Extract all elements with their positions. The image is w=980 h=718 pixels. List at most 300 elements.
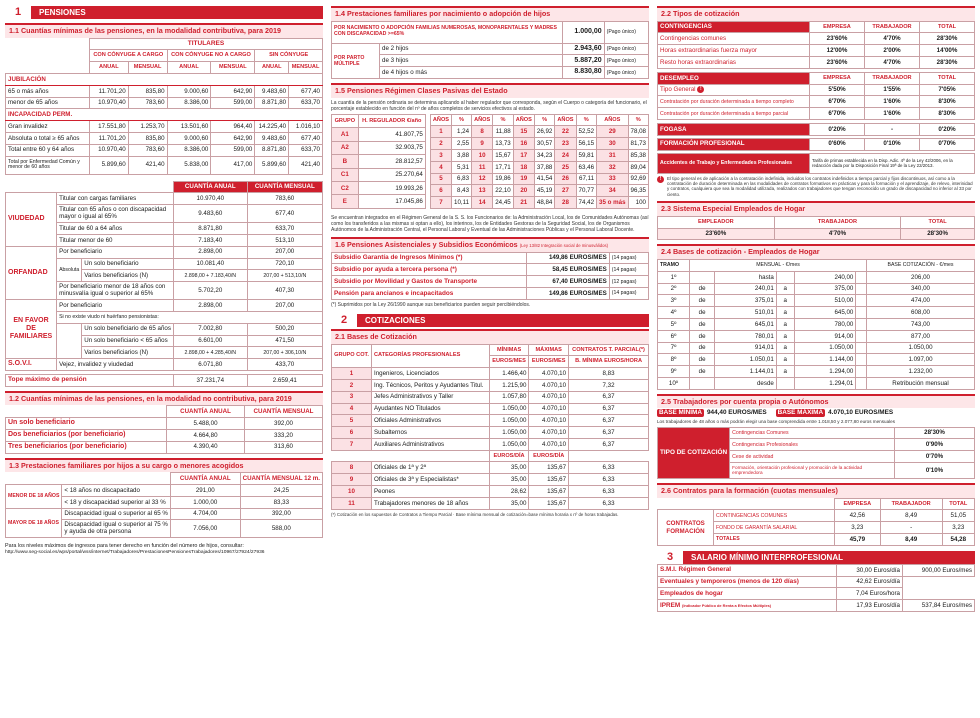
cell: 7'05% bbox=[920, 84, 975, 96]
s26-title: 2.6 Contratos para la formación (cuotas mensuales) bbox=[657, 483, 975, 498]
cell: 0'60% bbox=[810, 138, 865, 150]
cell: 5.702,20 bbox=[173, 282, 247, 300]
col-header: TRABAJADOR bbox=[865, 72, 920, 84]
column-pensiones bbox=[5, 6, 323, 557]
col-header: CONTINGENCIAS bbox=[658, 21, 810, 33]
cell: 11,88 bbox=[493, 126, 513, 138]
col-header: MENSUAL - €/mes bbox=[690, 260, 867, 272]
table-row bbox=[6, 418, 323, 430]
table-row bbox=[658, 342, 975, 354]
row-label: Subsidio Garantía de Ingresos Mínimos (*) bbox=[332, 252, 527, 264]
cell: 70,77 bbox=[576, 185, 596, 197]
cell: 89,04 bbox=[628, 161, 648, 173]
cell: 8.871,80 bbox=[255, 144, 289, 156]
row-label: Titular de 60 a 64 años bbox=[57, 223, 174, 235]
row-label: Un solo beneficiario < 65 años bbox=[82, 335, 174, 347]
s25-table bbox=[657, 427, 975, 479]
row-label: Resto horas extraordinarias bbox=[658, 57, 810, 69]
table-row bbox=[658, 57, 975, 69]
cell: 8º bbox=[658, 354, 690, 366]
cell: - bbox=[865, 124, 920, 136]
row-label: Discapacidad igual o superior al 65 % bbox=[62, 508, 171, 520]
row-label: Tres beneficiarios (por beneficiario) bbox=[6, 441, 167, 453]
s25-bases bbox=[657, 409, 975, 417]
cell: 240,00 bbox=[794, 271, 856, 283]
cell: 32 bbox=[597, 161, 628, 173]
row-label: Vejez, invalidez y viudedad bbox=[57, 359, 174, 371]
cell: 642,90 bbox=[211, 133, 255, 145]
s22-note-text: El tipo general es de aplicación a la contratación indefinida, incluidos los contratos indefinidos a tiempo parcial y fijos discontinuos, así como a la contratación de duración determinada en las modalidades de contratos formativos en prácticas y para la formación y el aprendizaje, de relevo, interinidad y contratos, cualquiera que sea la modalidad utilizada, realizados con trabajadores que tengan reconocido un grado de discapacidad no inferior al 33 por ciento. bbox=[667, 175, 973, 197]
cell: 45,19 bbox=[534, 185, 554, 197]
cell: 10 bbox=[472, 150, 493, 162]
cell: 6,37 bbox=[569, 391, 649, 403]
cell: 37,88 bbox=[534, 161, 554, 173]
row-label: Subsidio por Movilidad y Gastos de Transporte bbox=[332, 276, 527, 288]
cell: 333,20 bbox=[245, 430, 323, 442]
cell: 31 bbox=[597, 150, 628, 162]
s13-table bbox=[5, 472, 323, 538]
cell bbox=[856, 342, 867, 354]
cell: 34,23 bbox=[534, 150, 554, 162]
info-marker-icon: ! bbox=[657, 176, 664, 183]
cell: 9.483,60 bbox=[255, 133, 289, 145]
hdr-mensual: CUANTÍA MENSUAL bbox=[247, 181, 322, 193]
cell: 1.050,01 bbox=[715, 354, 777, 366]
cell: 10,11 bbox=[452, 197, 472, 209]
base-maxima-label: BASE MÁXIMA bbox=[777, 409, 824, 417]
table-row bbox=[6, 85, 323, 97]
cell: - bbox=[880, 522, 942, 534]
cell: a bbox=[776, 307, 794, 319]
row-label: menor de 65 años bbox=[6, 97, 90, 109]
col-header: ANUAL bbox=[90, 62, 129, 74]
col-header: MÍNIMAS bbox=[489, 344, 529, 356]
table-row bbox=[6, 133, 323, 145]
cell: 1 bbox=[332, 368, 372, 380]
table-row bbox=[658, 271, 975, 283]
cell: 421,40 bbox=[128, 156, 167, 174]
table-row bbox=[658, 283, 975, 295]
cell: 375,01 bbox=[715, 295, 777, 307]
pagas-note: (14 pagas) bbox=[609, 264, 648, 276]
table-row bbox=[332, 55, 649, 67]
section-title: PENSIONES bbox=[39, 8, 86, 17]
row-label: CONTINGENCIAS COMUNES bbox=[714, 510, 835, 522]
cell: 5.899,60 bbox=[255, 156, 289, 174]
hdr-mensual: CUANTÍA MENSUAL bbox=[245, 406, 323, 418]
footer-url[interactable]: http://www.seg-social.es/wps/portal/wss/internet/Trabajadores/PrestacionesPensionesTrabajadores/10967/27924/27936 bbox=[5, 550, 265, 556]
cell: 23'60% bbox=[658, 228, 775, 240]
cell: 28'30% bbox=[920, 57, 975, 69]
table-row bbox=[6, 156, 323, 174]
cell: 9.483,60 bbox=[173, 205, 247, 223]
cell: 8,49 bbox=[880, 510, 942, 522]
table-row bbox=[430, 138, 648, 150]
cell: 2.898,00 bbox=[173, 300, 247, 312]
cell: 433,70 bbox=[247, 359, 322, 371]
cell: 9.483,60 bbox=[255, 85, 289, 97]
table-row bbox=[332, 288, 649, 300]
s22-title: 2.2 Tipos de cotización bbox=[657, 6, 975, 21]
cell: 8,49 bbox=[880, 534, 942, 546]
cell: 100 bbox=[628, 197, 648, 209]
cell: 6º bbox=[658, 330, 690, 342]
cell: 32.903,75 bbox=[358, 141, 425, 154]
cell: 513,10 bbox=[247, 235, 322, 247]
cell: 1.000,00 bbox=[170, 496, 240, 508]
group-label: MAYOR DE 18 AÑOS bbox=[6, 508, 62, 538]
cell: 4.704,00 bbox=[170, 508, 240, 520]
cell: 74,42 bbox=[576, 197, 596, 209]
table-row bbox=[332, 155, 426, 168]
cell: Trabajadores menores de 18 años bbox=[372, 497, 490, 509]
col-unit: EUROS/DÍA bbox=[529, 450, 569, 462]
cell: 645,00 bbox=[794, 307, 856, 319]
cell: 500,20 bbox=[247, 323, 322, 335]
cell: 67,40 EUROS/MES bbox=[527, 276, 610, 288]
table-row bbox=[6, 97, 323, 109]
cell: 9.000,60 bbox=[167, 85, 211, 97]
cell: 914,00 bbox=[794, 330, 856, 342]
cell: 23'60% bbox=[810, 57, 865, 69]
cell: 1º bbox=[658, 271, 690, 283]
viudedad-label: VIUDEDAD bbox=[6, 193, 57, 246]
section-number: 3 bbox=[657, 551, 683, 564]
cell: 537,84 Euros/mes bbox=[903, 600, 975, 612]
hdr-anual: CUANTÍA ANUAL bbox=[173, 181, 247, 193]
s12-table bbox=[5, 405, 323, 453]
group-header: CON CÓNYUGE NO A CARGO bbox=[167, 50, 255, 62]
row-label: Contingencias Profesionales bbox=[730, 439, 895, 451]
row-label: Pensión para ancianos e incapacitados bbox=[332, 288, 527, 300]
cell: Tarifa de primas establecida en la Disp. Adic. 4ª de la Ley 42/2006, en la redacción dada por la Disposición Final 19ª de la Ley 22/2013. bbox=[810, 153, 975, 173]
cell: 22 bbox=[555, 126, 576, 138]
cell: 19 bbox=[513, 173, 534, 185]
col-header: CATEGORÍAS PROFESIONALES bbox=[372, 344, 490, 368]
row-label: de 3 hijos bbox=[380, 55, 563, 67]
cell: 8.386,00 bbox=[167, 97, 211, 109]
group-label: POR PARTO MÚLTIPLE bbox=[332, 43, 380, 78]
cell: 2.898,00 bbox=[173, 246, 247, 258]
table-row bbox=[430, 150, 648, 162]
table-row bbox=[332, 195, 426, 209]
cell: 0'10% bbox=[865, 138, 920, 150]
s21-note: (*) Cotización en los supuestos de Contratos a Tiempo Parcial · Base mínima mensual de cotización=base mínima horaria x nº de horas trabajadas. bbox=[331, 511, 619, 517]
row-label: Un solo beneficiario bbox=[82, 258, 174, 270]
row-label: Eventuales y temporeros (menos de 120 días) bbox=[658, 576, 837, 588]
row-label: Gran invalidez bbox=[6, 121, 90, 133]
table-row bbox=[332, 264, 649, 276]
cell: a bbox=[776, 330, 794, 342]
row-label: < 18 años no discapacitado bbox=[62, 485, 171, 497]
table-row bbox=[658, 96, 975, 108]
tope-row bbox=[6, 374, 323, 386]
cell bbox=[856, 354, 867, 366]
cell: 8.386,00 bbox=[167, 144, 211, 156]
cell: 96,35 bbox=[628, 185, 648, 197]
cell: 26 bbox=[555, 173, 576, 185]
row-label: Titular con cargas familiares bbox=[57, 193, 174, 205]
cell: 24,45 bbox=[493, 197, 513, 209]
cell: 8.871,80 bbox=[173, 223, 247, 235]
cell: 4'70% bbox=[865, 57, 920, 69]
cell: Ayudantes NO Titulados bbox=[372, 403, 490, 415]
table-row bbox=[332, 403, 649, 415]
cell: 25.270,64 bbox=[358, 168, 425, 181]
cell: 2.898,00 + 7.183,40/N bbox=[173, 270, 247, 282]
table-row bbox=[430, 185, 648, 197]
cell: 1.000,00 bbox=[563, 21, 605, 43]
cell: 914,01 bbox=[715, 342, 777, 354]
s25-title: 2.5 Trabajadores por cuenta propia o Autónomos bbox=[657, 394, 975, 409]
cell: 17.045,86 bbox=[358, 195, 425, 209]
cell: B bbox=[332, 155, 359, 168]
cell: 2.898,00 + 4.285,40/N bbox=[173, 347, 247, 359]
cell: 471,50 bbox=[247, 335, 322, 347]
cell bbox=[856, 271, 867, 283]
table-row bbox=[658, 588, 975, 600]
cell: 13,73 bbox=[493, 138, 513, 150]
cell: 6.071,80 bbox=[173, 359, 247, 371]
cell: 6,37 bbox=[569, 427, 649, 439]
orfandad-label: ORFANDAD bbox=[6, 246, 57, 299]
s23-title: 2.3 Sistema Especial Empleados de Hogar bbox=[657, 201, 975, 216]
cell: 0'70% bbox=[895, 451, 975, 463]
cell: 67,11 bbox=[576, 173, 596, 185]
table-row bbox=[332, 182, 426, 195]
cell: 7 bbox=[430, 197, 451, 209]
cell: 6,33 bbox=[569, 462, 649, 474]
cell: 37.231,74 bbox=[173, 374, 247, 386]
row-label: Horas extraordinarias fuerza mayor bbox=[658, 45, 810, 57]
cell: 375,00 bbox=[794, 283, 856, 295]
jubilacion-label: JUBILACIÓN bbox=[6, 74, 323, 86]
s26-table bbox=[657, 498, 975, 546]
section-title: COTIZACIONES bbox=[365, 315, 426, 325]
cell: 10 bbox=[332, 486, 372, 498]
s14-table bbox=[331, 21, 649, 79]
cell: 13 bbox=[472, 185, 493, 197]
cell: 35,00 bbox=[489, 474, 529, 486]
cell: 417,00 bbox=[211, 156, 255, 174]
cell: 599,00 bbox=[211, 144, 255, 156]
table-row bbox=[658, 33, 975, 45]
cell bbox=[776, 378, 794, 390]
cell: 2 bbox=[430, 138, 451, 150]
cell: 677,40 bbox=[289, 85, 323, 97]
cell: Oficiales de 3ª y Especialistas* bbox=[372, 474, 490, 486]
group-label: MENOR DE 18 AÑOS bbox=[6, 485, 62, 509]
s25-note: Los trabajadores de 48 años o más podrán elegir una base comprendida entre 1.018,50 y 2.077,80 euros mensuales bbox=[657, 419, 896, 425]
cell: 14 bbox=[472, 197, 493, 209]
table-row bbox=[658, 354, 975, 366]
cell: 313,60 bbox=[245, 441, 323, 453]
cell: 1.144,00 bbox=[794, 354, 856, 366]
cell: 63,46 bbox=[576, 161, 596, 173]
row-label: 65 o más años bbox=[6, 85, 90, 97]
cell: a bbox=[776, 354, 794, 366]
col-header: AÑOS bbox=[513, 114, 534, 126]
table-row bbox=[658, 124, 975, 136]
cell: 4.664,80 bbox=[167, 430, 245, 442]
cell: 11 bbox=[332, 497, 372, 509]
cell bbox=[856, 283, 867, 295]
cell: 588,00 bbox=[240, 520, 322, 538]
cell: 645,01 bbox=[715, 319, 777, 331]
s21-body2 bbox=[332, 462, 649, 509]
cell: Jefes Administrativos y Taller bbox=[372, 391, 490, 403]
cell: 642,90 bbox=[211, 85, 255, 97]
cell: Oficiales Administrativos bbox=[372, 415, 490, 427]
cell: 7 bbox=[332, 438, 372, 450]
cell bbox=[776, 271, 794, 283]
cell: Oficiales de 1ª y 2ª bbox=[372, 462, 490, 474]
table-row bbox=[332, 391, 649, 403]
cell: 0'90% bbox=[895, 439, 975, 451]
section-number: 2 bbox=[331, 314, 357, 327]
cell: 10.970,40 bbox=[173, 193, 247, 205]
cell: 1.215,90 bbox=[489, 379, 529, 391]
table-row bbox=[658, 295, 975, 307]
pagas-note: (14 pagas) bbox=[609, 288, 648, 300]
row-label: FOGASA bbox=[658, 124, 810, 136]
table-row bbox=[658, 45, 975, 57]
cell: 92,69 bbox=[628, 173, 648, 185]
cell: 877,00 bbox=[867, 330, 975, 342]
cell bbox=[690, 271, 715, 283]
cell: 1.466,40 bbox=[489, 368, 529, 380]
col-header: EMPLEADOR bbox=[658, 216, 775, 228]
cell: 10.081,40 bbox=[173, 258, 247, 270]
table-row bbox=[430, 197, 648, 209]
section-number: 1 bbox=[5, 6, 31, 19]
s15-grupos-table bbox=[331, 114, 426, 209]
cell: 17 bbox=[513, 150, 534, 162]
cell bbox=[856, 330, 867, 342]
cell: 28 bbox=[555, 197, 576, 209]
cell: 4 bbox=[332, 403, 372, 415]
col-header: DESEMPLEO bbox=[658, 72, 810, 84]
cell: 5.838,00 bbox=[167, 156, 211, 174]
cell: 1 bbox=[430, 126, 451, 138]
cell: 35,00 bbox=[489, 462, 529, 474]
row-label: Tipo General bbox=[660, 86, 696, 94]
row-label: TOTALES bbox=[714, 534, 835, 546]
cell: 6,37 bbox=[569, 403, 649, 415]
cell: 3,88 bbox=[452, 150, 472, 162]
cell: 15,67 bbox=[493, 150, 513, 162]
cell: 8,83 bbox=[569, 368, 649, 380]
cell: 48,84 bbox=[534, 197, 554, 209]
cell: 42,56 bbox=[834, 510, 880, 522]
footer-text: Para los niveles máximos de ingresos para tener derecho en función del número de hijos, consultar: bbox=[5, 543, 244, 550]
cell: 964,40 bbox=[211, 121, 255, 133]
s24-body bbox=[658, 271, 975, 389]
cell: 14'00% bbox=[920, 45, 975, 57]
cell: 4.070,10 bbox=[529, 427, 569, 439]
cell: 5,31 bbox=[452, 161, 472, 173]
favor-familiares-label: EN FAVOR DE FAMILIARES bbox=[6, 300, 57, 359]
cell: 17,71 bbox=[493, 161, 513, 173]
table-row bbox=[6, 441, 323, 453]
cell: 4.070,10 bbox=[529, 438, 569, 450]
section-title: SALARIO MÍNIMO INTERPROFESIONAL bbox=[691, 552, 843, 562]
cell: Ing. Técnicos, Peritos y Ayudantes Titul. bbox=[372, 379, 490, 391]
cell: 41,54 bbox=[534, 173, 554, 185]
cell: 2'00% bbox=[865, 45, 920, 57]
row-label: Contingencias comunes bbox=[658, 33, 810, 45]
cell: 41.807,75 bbox=[358, 128, 425, 141]
cell: 780,00 bbox=[794, 319, 856, 331]
cell: a bbox=[776, 319, 794, 331]
cell: 291,00 bbox=[170, 485, 240, 497]
s16-title bbox=[331, 237, 649, 252]
cell: 10.970,40 bbox=[90, 97, 129, 109]
cell: 4.070,10 bbox=[529, 368, 569, 380]
cell: 599,00 bbox=[211, 97, 255, 109]
row-label: Titular con 65 años o con discapacidad mayor o igual al 65% bbox=[57, 205, 174, 223]
column-tipos-salario bbox=[657, 6, 975, 612]
cell: 9 bbox=[472, 138, 493, 150]
hdr-mensual: CUANTÍA MENSUAL bbox=[242, 474, 303, 482]
cell: de bbox=[690, 283, 715, 295]
col-header: TOTAL bbox=[942, 498, 974, 510]
cell: 835,80 bbox=[128, 133, 167, 145]
row-label: Titular menor de 60 bbox=[57, 235, 174, 247]
cell: 8,43 bbox=[452, 185, 472, 197]
cell: 677,40 bbox=[289, 133, 323, 145]
cell: 783,60 bbox=[128, 144, 167, 156]
table-row bbox=[332, 415, 649, 427]
table-row bbox=[430, 126, 648, 138]
row-label: Total entre 60 y 64 años bbox=[6, 144, 90, 156]
row-label: Absoluta o total ≥ 65 años bbox=[6, 133, 90, 145]
row-label: de 4 hijos o más bbox=[380, 67, 563, 79]
col-header: AÑOS bbox=[597, 114, 628, 126]
cell: 5'50% bbox=[810, 84, 865, 96]
cell: 4.070,10 bbox=[529, 403, 569, 415]
cell: 633,70 bbox=[247, 223, 322, 235]
cell: 2º bbox=[658, 283, 690, 295]
table-row bbox=[658, 228, 975, 240]
cell: 720,10 bbox=[247, 258, 322, 270]
cell: 5.488,00 bbox=[167, 418, 245, 430]
cell: 135,67 bbox=[529, 486, 569, 498]
pago-note: (Pago único) bbox=[604, 21, 648, 43]
col-header: GRUPO bbox=[332, 114, 359, 127]
pagas-note: (12 pagas) bbox=[609, 276, 648, 288]
table-row bbox=[6, 246, 323, 258]
cell: de bbox=[690, 342, 715, 354]
base-minima-label: BASE MÍNIMA bbox=[659, 409, 702, 417]
cell: 15 bbox=[513, 126, 534, 138]
cell: 9 bbox=[332, 474, 372, 486]
cell: a bbox=[776, 283, 794, 295]
cell: 1.253,70 bbox=[128, 121, 167, 133]
table-row bbox=[6, 300, 323, 312]
cell: 1.050,00 bbox=[794, 342, 856, 354]
cell: 240,01 bbox=[715, 283, 777, 295]
table-row bbox=[332, 427, 649, 439]
col-header: % bbox=[628, 114, 648, 126]
base-minima-value: 944,40 EUROS/MES bbox=[706, 409, 767, 417]
table-row bbox=[658, 138, 975, 150]
cell: 85,38 bbox=[628, 150, 648, 162]
table-row bbox=[658, 153, 975, 173]
row-label: Subsidio por ayuda a tercera persona (*) bbox=[332, 264, 527, 276]
cell: 42,62 Euros/día bbox=[837, 576, 903, 588]
table-row bbox=[332, 252, 649, 264]
